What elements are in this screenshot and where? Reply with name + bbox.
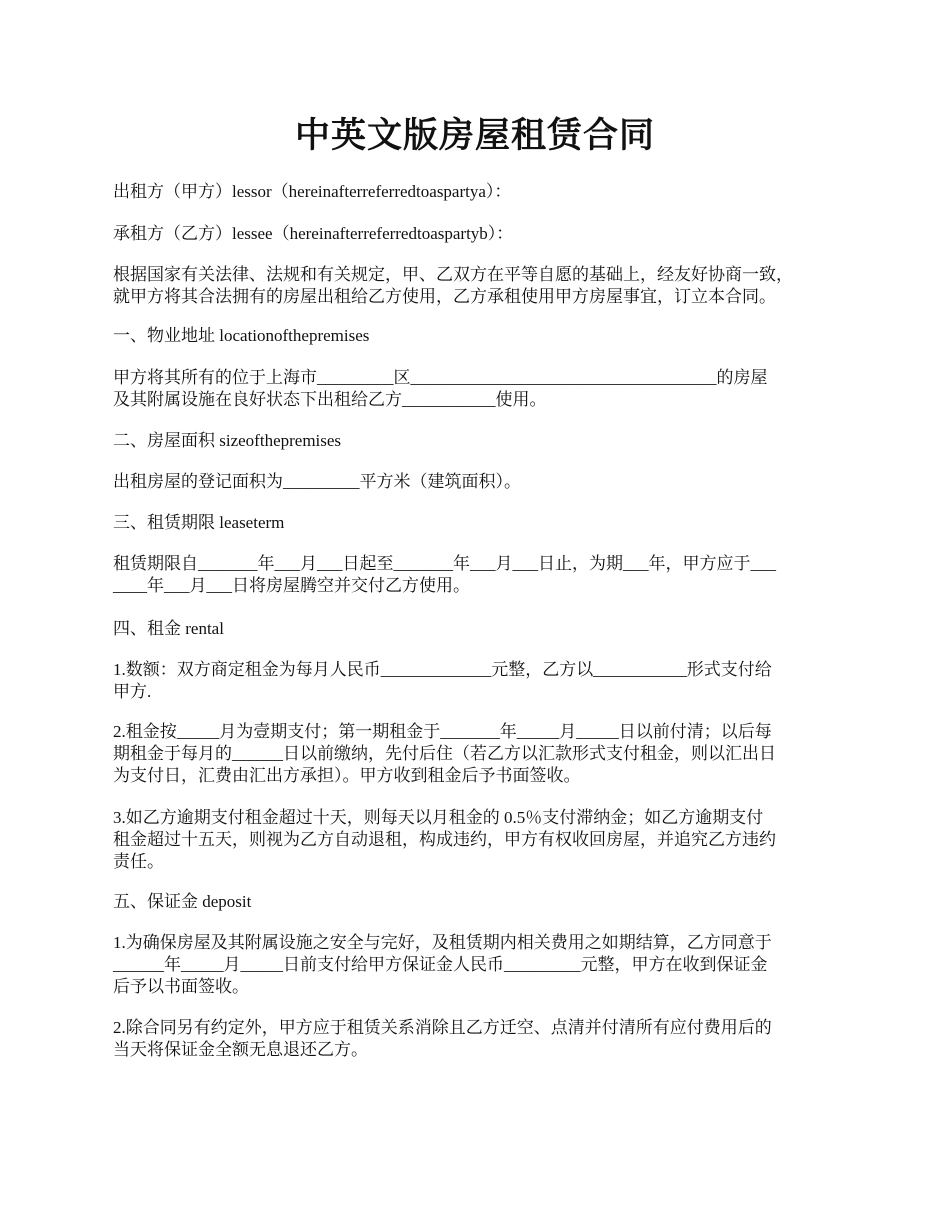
text-line: ____年___月___日将房屋腾空并交付乙方使用。 — [113, 576, 470, 595]
text-line: 承租方（乙方）lessee（hereinafterreferredtoaspartyb）： — [113, 224, 514, 243]
section-heading-term — [113, 512, 843, 534]
section-heading-rental — [113, 618, 843, 640]
text-line: 出租房屋的登记面积为_________平方米（建筑面积）。 — [113, 472, 521, 491]
text-line: 租金超过十五天，则视为乙方自动退租，构成违约，甲方有权收回房屋，并追究乙方违约 — [113, 830, 776, 849]
text-line: 1.数额：双方商定租金为每月人民币_____________元整，乙方以___________形式支付给 — [113, 660, 772, 679]
rental-clause-3 — [113, 807, 843, 873]
text-line: 当天将保证金全额无息退还乙方。 — [113, 1040, 368, 1059]
text-line: 二、房屋面积 sizeofthepremises — [113, 431, 342, 450]
preamble-paragraph — [113, 264, 843, 308]
text-line: 2.租金按_____月为壹期支付；第一期租金于_______年_____月_____日以前付清；以后每 — [113, 722, 772, 741]
party-b-line — [113, 223, 843, 245]
text-line: 为支付日，汇费由汇出方承担）。甲方收到租金后予书面签收。 — [113, 766, 581, 785]
text-line: 根据国家有关法律、法规和有关规定，甲、乙双方在平等自愿的基础上，经友好协商一致， — [113, 265, 793, 284]
text-line: 一、物业地址 locationofthepremises — [113, 326, 370, 345]
text-line: 2.除合同另有约定外，甲方应于租赁关系消除且乙方迁空、点清并付清所有应付费用后的 — [113, 1018, 772, 1037]
text-line: 3.如乙方逾期支付租金超过十天，则每天以月租金的 0.5％支付滞纳金；如乙方逾期支付 — [113, 808, 764, 827]
text-line: 期租金于每月的______日以前缴纳，先付后住（若乙方以汇款形式支付租金，则以汇出日 — [113, 744, 776, 763]
size-paragraph — [113, 471, 843, 493]
text-line: 责任。 — [113, 852, 164, 871]
text-line: 五、保证金 deposit — [113, 892, 252, 911]
text-line: 出租方（甲方）lessor（hereinafterreferredtoaspartya）： — [113, 182, 512, 201]
text-line: 三、租赁期限 leaseterm — [113, 513, 285, 532]
text-line: 四、租金 rental — [113, 619, 224, 638]
rental-clause-1 — [113, 659, 843, 703]
text-line: 租赁期限自_______年___月___日起至_______年___月___日止，为期___年，甲方应于___ — [113, 554, 776, 573]
text-line: 甲方将其所有的位于上海市_________区____________________________________的房屋 — [113, 368, 768, 387]
section-heading-location — [113, 325, 843, 347]
location-paragraph — [113, 367, 843, 411]
text-line: 后予以书面签收。 — [113, 977, 249, 996]
party-a-line — [113, 181, 843, 203]
deposit-clause-1 — [113, 932, 843, 998]
text-line: 及其附属设施在良好状态下出租给乙方___________使用。 — [113, 390, 547, 409]
document-title: 中英文版房屋租赁合同 — [294, 116, 655, 155]
term-paragraph — [113, 553, 843, 597]
text-line: 1.为确保房屋及其附属设施之安全与完好，及租赁期内相关费用之如期结算，乙方同意于 — [113, 933, 772, 952]
section-heading-deposit — [113, 891, 843, 913]
rental-clause-2 — [113, 721, 843, 787]
text-line: ______年_____月_____日前支付给甲方保证金人民币_________元整，甲方在收到保证金 — [113, 955, 768, 974]
text-line: 就甲方将其合法拥有的房屋出租给乙方使用，乙方承租使用甲方房屋事宜，订立本合同。 — [113, 287, 776, 306]
text-line: 甲方. — [113, 682, 152, 701]
deposit-clause-2 — [113, 1017, 843, 1061]
section-heading-size — [113, 430, 843, 452]
